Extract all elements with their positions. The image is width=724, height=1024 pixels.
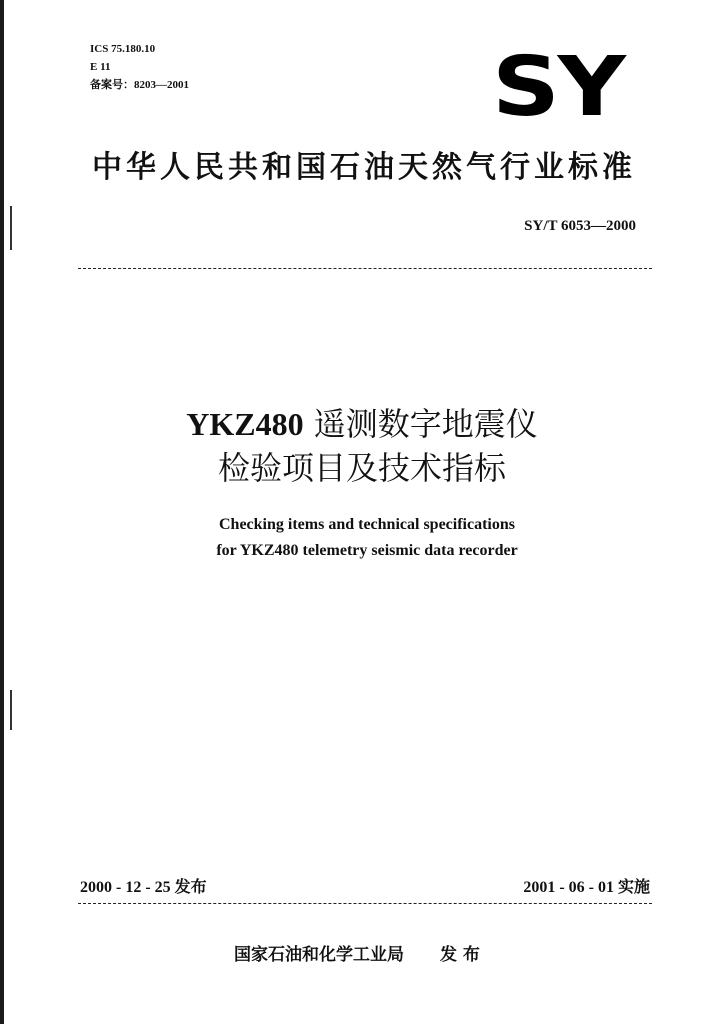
class-code: E 11	[90, 61, 111, 73]
issue-date: 2000 - 12 - 25 发布	[80, 879, 207, 896]
classification-block	[90, 40, 189, 94]
title-chinese-text: 遥测数字地震仪	[303, 405, 538, 443]
standard-number: SY/T 6053—2000	[524, 218, 636, 234]
scan-mark	[10, 690, 12, 730]
title-chinese-line1	[0, 402, 724, 446]
title-english-line2: for YKZ480 telemetry seismic data recorder	[216, 542, 518, 559]
standard-organization: 中华人民共和国石油天然气行业标准	[92, 150, 636, 185]
title-english-line1: Checking items and technical specifications	[219, 516, 515, 533]
title-chinese-line2: 检验项目及技术指标	[217, 449, 506, 487]
bottom-divider	[78, 903, 652, 904]
filing-number: 备案号：8203—2001	[90, 79, 189, 91]
scan-mark	[10, 206, 12, 250]
top-divider	[78, 268, 652, 269]
ics-code: ICS 75.180.10	[90, 43, 156, 55]
publisher-name: 国家石油和化学工业局	[234, 945, 404, 965]
effective-date: 2001 - 06 - 01 实施	[523, 879, 650, 896]
title-model: YKZ480	[186, 406, 304, 442]
sy-logo: SY	[492, 40, 624, 135]
publisher-action: 发 布	[440, 945, 480, 965]
publisher	[234, 940, 480, 965]
